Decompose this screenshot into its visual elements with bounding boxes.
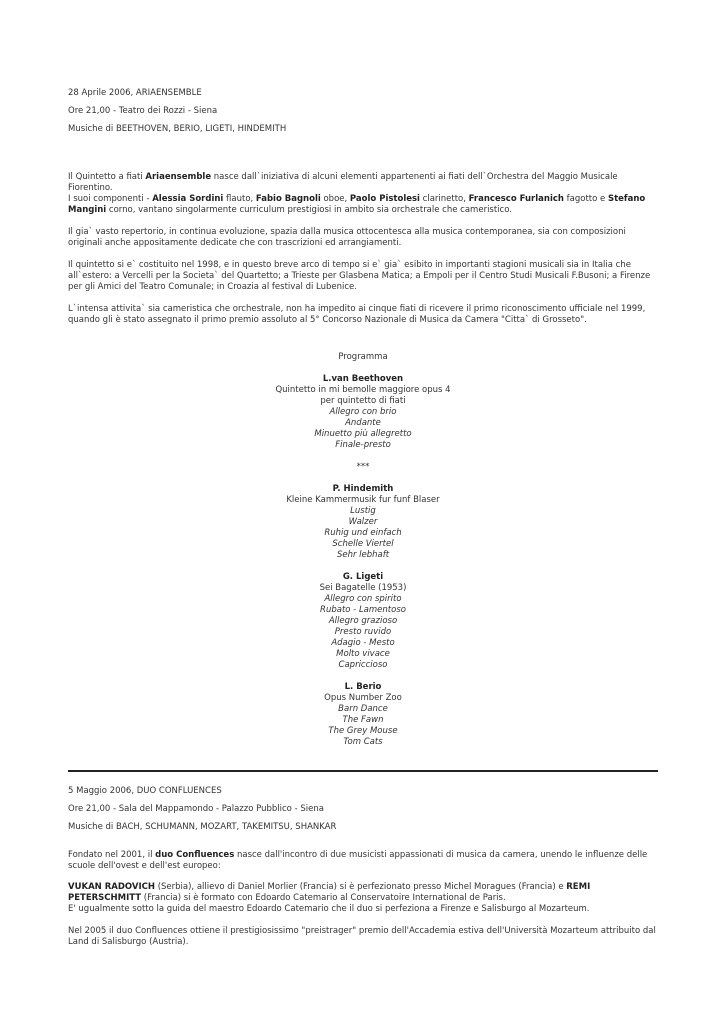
work-title: Quintetto in mi bemolle maggiore opus 4 — [275, 385, 451, 395]
event1-intro-paragraph: Il Quintetto a fiati Ariaensemble nasce dall`iniziativa di alcuni elementi appartenenti ai fiati dell`Orchestra del Maggio Musicale Fiorentino. — [68, 172, 618, 193]
movement: Molto vivace — [336, 649, 390, 659]
event2-venue: Ore 21,00 - Sala del Mappamondo - Palazzo Pubblico - Siena — [68, 804, 324, 814]
movement: Tom Cats — [343, 737, 383, 747]
ensemble-name: Ariaensemble — [145, 172, 212, 182]
movement: Allegro grazioso — [328, 616, 398, 626]
movement: Presto ruvido — [334, 627, 392, 637]
movement: Barn Dance — [338, 704, 388, 714]
member-name: Stefano Mangini — [68, 194, 646, 215]
movement: The Grey Mouse — [328, 726, 398, 736]
movement: Adagio - Mesto — [331, 638, 395, 648]
movement: Rubato - Lamentoso — [320, 605, 406, 615]
event1-history-paragraph: Il quintetto si e` costituito nel 1998, e in questo breve arco di tempo si e` gia` esibito in importanti stagioni musicali sia in Italia che all`estero: a Vercelli per la Societa` del Quartetto; a Trieste per Glasbena Matica; a Empoli per il Centro Studi Musicali F.Busoni; a Firenze per gli Amici del Teatro Comunale; in Croazia al festival di Lubenice. — [68, 260, 651, 292]
movement: Allegro con brio — [329, 407, 397, 417]
movement: Schelle Viertel — [332, 539, 394, 549]
work-title: Sei Bagatelle (1953) — [319, 583, 407, 593]
member-name: Alessia Sordini — [152, 194, 224, 204]
event2-date: 5 Maggio 2006, DUO CONFLUENCES — [68, 786, 222, 796]
duo-name: duo Confluences — [155, 850, 235, 860]
composer-name: L.van Beethoven — [322, 374, 404, 384]
movement: Allegro con spirito — [324, 594, 402, 604]
programme — [68, 352, 658, 748]
member-name: REMI PETERSCHMITT — [68, 882, 591, 903]
event1-repertoire-paragraph: Il gia` vasto repertorio, in continua evoluzione, spazia dalla musica ottocentesca alla musica contemporanea, sia con composizioni originali anche appositamente dedicate che con trascrizioni ed arrangiamenti. — [68, 227, 626, 248]
composer-name: L. Berio — [344, 682, 382, 692]
event1-members-paragraph: I suoi componenti - Alessia Sordini flauto, Fabio Bagnoli oboe, Paolo Pistolesi clarinetto, Francesco Furlanich fagotto e Stefano Mangini corno, vantano singolarmente curriculum prestigiosi in ambito sia orchestrale che cameristico. — [68, 194, 646, 215]
programme-title: Programma — [338, 352, 388, 362]
event2-composers: Musiche di BACH, SCHUMANN, MOZART, TAKEMITSU, SHANKAR — [68, 822, 337, 832]
work-title: Opus Number Zoo — [324, 693, 402, 703]
movement: Sehr lebhaft — [336, 550, 390, 560]
event1-award-paragraph: L`intensa attivita` sia cameristica che orchestrale, non ha impedito ai cinque fiati di ricevere il primo riconoscimento ufficiale nel 1999, quando gli è stato assegnato il primo premio assoluto al 5° Concorso Nazionale di Musica da Camera "Citta` di Grosseto". — [68, 304, 646, 325]
movement: Finale-presto — [335, 440, 391, 450]
movement: Capriccioso — [338, 660, 388, 670]
movement: Walzer — [348, 517, 378, 527]
event1-composers: Musiche di BEETHOVEN, BERIO, LIGETI, HINDEMITH — [68, 124, 287, 134]
movement: The Fawn — [342, 715, 384, 725]
work-title: Kleine Kammermusik fur funf Blaser — [286, 495, 440, 505]
member-name: Francesco Furlanich — [468, 194, 564, 204]
event1-date: 28 Aprile 2006, ARIAENSEMBLE — [68, 88, 202, 98]
member-name: VUKAN RADOVICH — [68, 882, 155, 892]
composer-name: P. Hindemith — [332, 484, 394, 494]
movement: Ruhig und einfach — [324, 528, 402, 538]
event1-venue: Ore 21,00 - Teatro dei Rozzi - Siena — [68, 106, 218, 116]
work-subtitle: per quintetto di fiati — [320, 396, 406, 406]
section-divider — [68, 770, 658, 772]
event2-members-paragraph: VUKAN RADOVICH (Serbia), allievo di Daniel Morlier (Francia) si è perfezionato presso Michel Moragues (Francia) e REMI PETERSCHMITT (Francia) si è formato con Edoardo Catemario al Conservatoire International de Paris. E' ugualmente sotto la guida del maestro Edoardo Catemario che il duo si perfeziona a Firenze e Salisburgo al Mozarteum. — [68, 882, 591, 914]
programme-separator: *** — [356, 462, 370, 472]
movement: Minuetto più allegretto — [314, 429, 412, 439]
event2-intro-paragraph: Fondato nel 2001, il duo Confluences nasce dall'incontro di due musicisti appassionati di musica da camera, unendo le influenze delle scuole dell'ovest e dell'est europeo: — [68, 850, 648, 871]
member-name: Paolo Pistolesi — [349, 194, 420, 204]
movement: Andante — [345, 418, 381, 428]
event2-award-paragraph: Nel 2005 il duo Confluences ottiene il prestigiosissimo "preistrager" premio dell'Accademia estiva dell'Università Mozarteum attribuito dal Land di Salisburgo (Austria). — [68, 926, 656, 947]
movement: Lustig — [350, 506, 376, 516]
composer-name: G. Ligeti — [342, 572, 384, 582]
member-name: Fabio Bagnoli — [255, 194, 321, 204]
